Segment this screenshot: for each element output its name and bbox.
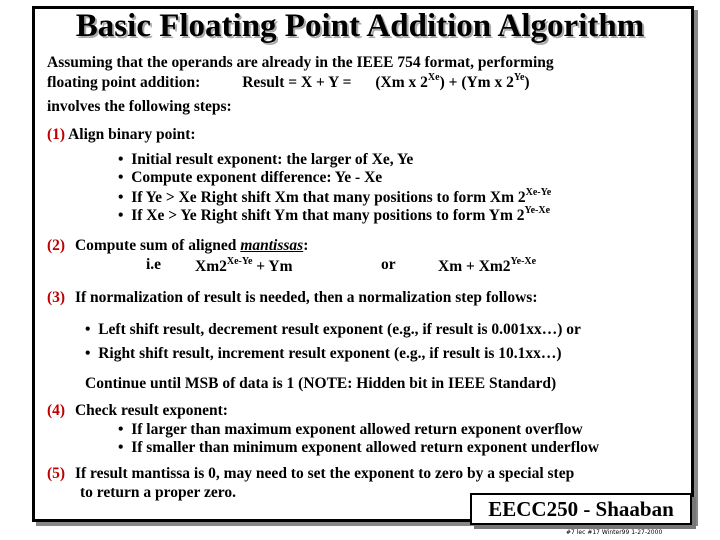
step-4-heading: (4) Check result exponent:	[47, 402, 228, 419]
step-3-heading: (3) If normalization of result is needed, then a normalization step follows:	[47, 289, 538, 306]
step-1-bullet-4: • If Xe > Ye Right shift Ym that many positions to form Ym $2^{Ye-Xe}$	[118, 205, 551, 224]
slide-footer: #7 lec #17 Winter99 1-27-2000	[566, 529, 663, 536]
step-5-line-1: (5) If result mantissa is 0, may need to set the exponent to zero by a special step	[47, 465, 575, 482]
step-1-bullet-3: • If Ye > Xe Right shift Xm that many positions to form Xm $2^{Xe-Ye}$	[118, 187, 552, 206]
step-3-bullet-1: • Left shift result, decrement result exponent (e.g., if result is 0.001xx…) or	[85, 321, 581, 338]
step-2-or: or	[381, 256, 396, 273]
step-2-expression-2: $Xm + Xm2^{Ye-Xe}$	[438, 256, 537, 275]
step-1-bullet-1: • Initial result exponent: the larger of Xe, Ye	[118, 151, 414, 168]
step-3-bullet-2: • Right shift result, increment result exponent (e.g., if result is 10.1xx…)	[85, 345, 562, 362]
step-1-bullet-2: • Compute exponent difference: Ye - Xe	[118, 169, 383, 186]
step-2-expression-1: $Xm2^{Xe-Ye} + Ym$	[195, 256, 293, 275]
step-3-number: (3)	[47, 289, 66, 306]
step-2-heading: (2) Compute sum of aligned mantissas:	[47, 237, 309, 254]
intro-line-1: Assuming that the operands are already in the IEEE 754 format, performing	[47, 54, 554, 71]
step-4-number: (4)	[47, 402, 66, 419]
intro-equation: Result = X + Y =	[242, 74, 352, 91]
step-5-number: (5)	[47, 465, 66, 482]
step-4-bullet-2: • If smaller than minimum exponent allowed return exponent underflow	[118, 439, 600, 456]
step-2-ie: i.e	[146, 256, 162, 273]
step-1-number: (1)	[47, 126, 66, 143]
intro-line-2	[47, 72, 530, 92]
course-badge: EECC250 - Shaaban	[470, 493, 692, 525]
intro-label: floating point addition:	[47, 74, 201, 91]
step-1-heading: (1) Align binary point:	[47, 126, 196, 143]
step-4-bullet-1: • If larger than maximum exponent allowed return exponent overflow	[118, 421, 583, 438]
intro-expansion: (Xm x $2^{Xe}) + (Ym$ x $2^{Ye}$)	[375, 72, 530, 91]
step-3-continue: Continue until MSB of data is 1 (NOTE: Hidden bit in IEEE Standard)	[85, 375, 557, 392]
slide-title: Basic Floating Point Addition Algorithm	[75, 8, 645, 44]
intro-line-3: involves the following steps:	[47, 98, 232, 115]
step-5-line-2: to return a proper zero.	[80, 484, 236, 501]
step-2-number: (2)	[47, 237, 66, 254]
